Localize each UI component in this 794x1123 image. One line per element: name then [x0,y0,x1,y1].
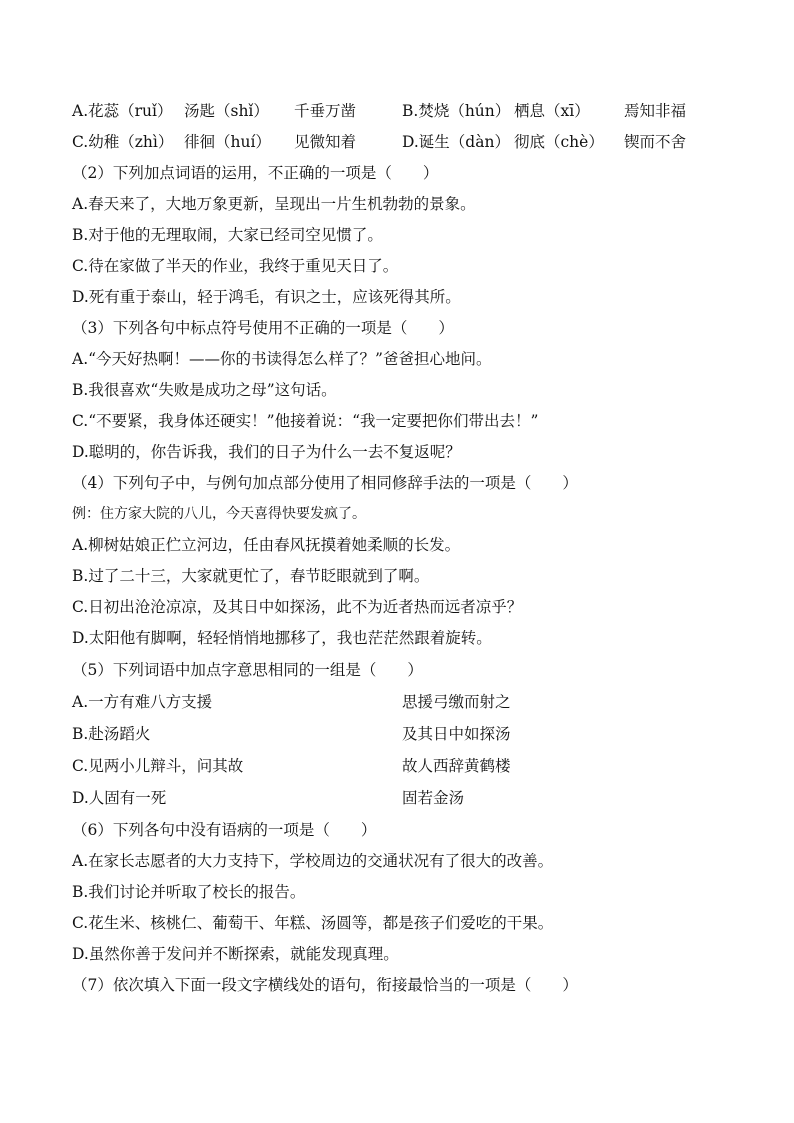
q1-option-row-cd [72,127,722,158]
q5-row-b-left: B.赴汤蹈火 [72,725,151,743]
q3-option-c: C.“不要紧，我身体还硬实！”他接着说：“我一定要把你们带出去！” [72,412,539,430]
q1-option-c-3: 见微知着 [294,133,357,151]
q1-option-c-2: 徘徊（huí） [184,133,271,151]
q5-row-c-left: C.见两小儿辩斗，问其故 [72,757,244,775]
q6-option-b: B.我们讨论并听取了校长的报告。 [72,883,306,901]
q5-row-c [72,751,722,782]
q5-row-d-right: 固若金汤 [402,789,465,807]
q1-option-b-3: 焉知非福 [624,102,687,120]
q7-stem: （7）依次填入下面一段文字横线处的语句，衔接最恰当的一项是（ ） [72,976,578,994]
q2-option-b: B.对于他的无理取闹，大家已经司空见惯了。 [72,226,383,244]
q5-row-b-right: 及其日中如探汤 [402,725,511,743]
q6-option-d: D.虽然你善于发问并不断探索，就能发现真理。 [72,945,399,963]
q4-option-b: B.过了二十三，大家就更忙了，春节眨眼就到了啊。 [72,567,430,585]
q5-row-c-right: 故人西辞黄鹤楼 [402,757,511,775]
q1-option-b-1: B.焚烧（hún） [402,102,511,120]
q6-option-c: C.花生米、核桃仁、葡萄干、年糕、汤圆等，都是孩子们爱吃的干果。 [72,914,554,932]
q3-option-d: D.聪明的，你告诉我，我们的日子为什么一去不复返呢？ [72,443,461,461]
q2-stem: （2）下列加点词语的运用，不正确的一项是（ ） [72,164,439,182]
q4-example: 例：住方家大院的八儿，今天喜得快要发疯了。 [72,506,366,522]
q1-option-a-1: A.花蕊（ruǐ） [72,102,173,120]
q1-option-d-1: D.诞生（dàn） [402,133,510,151]
q5-row-a-right: 思援弓缴而射之 [402,693,511,711]
q4-option-a: A.柳树姑娘正伫立河边，任由春风抚摸着她柔顺的长发。 [72,536,461,554]
q1-option-c-1: C.幼稚（zhì） [72,133,174,151]
q4-option-d: D.太阳他有脚啊，轻轻悄悄地挪移了，我也茫茫然跟着旋转。 [72,629,492,647]
q1-option-b-2: 栖息（xī） [514,102,590,120]
q4-stem: （4）下列句子中，与例句加点部分使用了相同修辞手法的一项是（ ） [72,474,578,492]
q4-option-c: C.日初出沧沧凉凉，及其日中如探汤，此不为近者热而远者凉乎？ [72,598,523,616]
q5-row-b [72,719,722,750]
q1-option-d-2: 彻底（chè） [514,133,604,151]
q5-row-a-left: A.一方有难八方支援 [72,693,213,711]
q5-row-d-left: D.人固有一死 [72,789,167,807]
q6-option-a: A.在家长志愿者的大力支持下，学校周边的交通状况有了很大的改善。 [72,852,554,870]
q3-option-b: B.我很喜欢“失败是成功之母”这句话。 [72,381,337,399]
q6-stem: （6）下列各句中没有语病的一项是（ ） [72,821,377,839]
q2-option-a: A.春天来了，大地万象更新，呈现出一片生机勃勃的景象。 [72,195,476,213]
q5-row-d [72,783,722,814]
q1-option-a-3: 千垂万凿 [294,102,357,120]
q2-option-d: D.死有重于泰山，轻于鸿毛，有识之士，应该死得其所。 [72,288,461,306]
q3-stem: （3）下列各句中标点符号使用不正确的一项是（ ） [72,319,454,337]
q3-option-a: A.“今天好热啊！——你的书读得怎么样了？”爸爸担心地问。 [72,350,492,368]
q5-row-a [72,687,722,718]
q1-option-d-3: 锲而不舍 [624,133,687,151]
q5-stem: （5）下列词语中加点字意思相同的一组是（ ） [72,661,423,679]
q1-option-a-2: 汤匙（shǐ） [184,102,269,120]
q1-option-row-ab [72,96,722,127]
q2-option-c: C.待在家做了半天的作业，我终于重见天日了。 [72,257,399,275]
